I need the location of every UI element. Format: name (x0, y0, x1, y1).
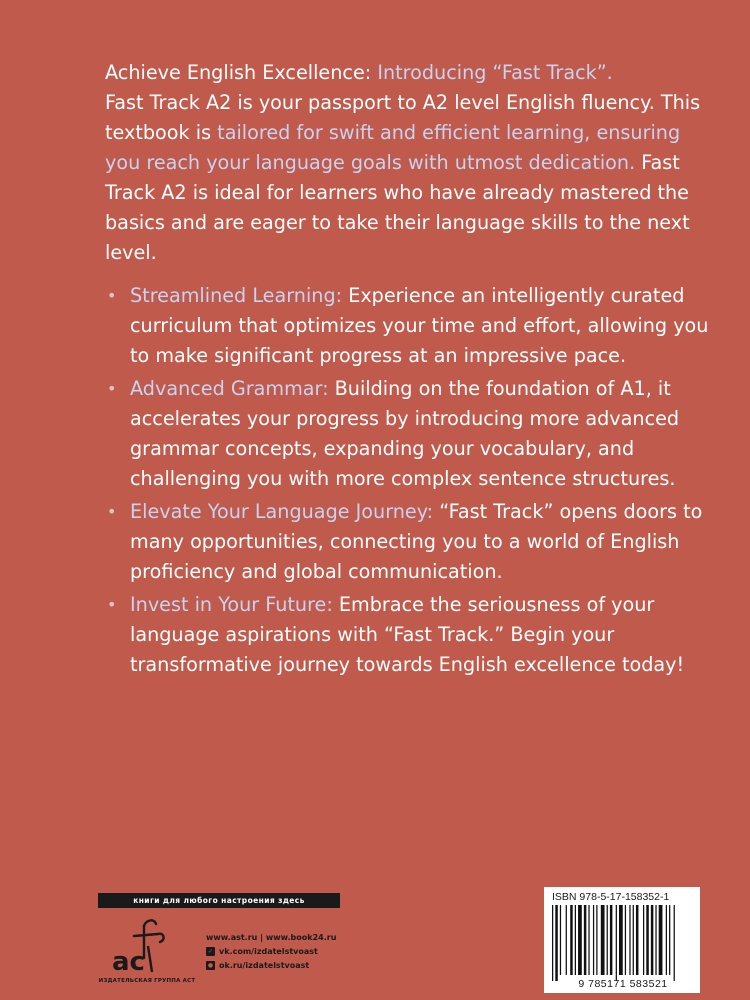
barcode-digits: 9 785171 583521 (578, 978, 668, 990)
ast-logo-icon (100, 912, 200, 988)
barcode-bar (636, 905, 639, 975)
barcode-bar (610, 905, 613, 975)
feature-item (105, 497, 715, 587)
feature-heading: Elevate Your Language Journey: (130, 500, 434, 523)
feature-text: Embrace the seriousness of your language aspirations with “Fast Track.” Begin your transformative journey towards English excellence today! (130, 593, 685, 676)
publisher-links (206, 932, 336, 974)
barcode-bar (575, 905, 576, 975)
bullet-icon: • (107, 502, 117, 521)
publisher-caption: ИЗДАТЕЛЬСКАЯ ГРУППА АСТ (98, 978, 196, 984)
ok-link[interactable] (206, 960, 336, 971)
feature-text: Experience an intelligently curated curriculum that optimizes your time and effort, allowing you to make significant progress at an impressive pace. (130, 284, 709, 367)
barcode-bar (643, 905, 644, 975)
barcode-bar (560, 905, 561, 975)
barcode-bar (607, 905, 608, 975)
feature-text: Building on the foundation of A1, it accelerates your progress by introducing more advanced grammar concepts, expanding your vocabulary, and challenging you with more complex sentence structures. (130, 377, 680, 490)
vk-link-text: vk.com/izdatelstvoast (219, 947, 318, 956)
publisher-tagline: книги для любого настроения здесь (98, 893, 340, 908)
barcode-bar (555, 905, 558, 981)
barcode-bar (616, 905, 617, 981)
barcode-bar (588, 905, 589, 975)
barcode-bar (646, 905, 649, 975)
barcode-bar (674, 905, 675, 981)
intro-paragraph (105, 58, 705, 268)
barcode-bar (593, 905, 594, 975)
vk-icon: ✓ (207, 948, 214, 955)
bullet-icon: • (107, 595, 117, 614)
barcode-bar (566, 905, 567, 975)
feature-list (105, 281, 715, 683)
bullet-icon: • (107, 379, 117, 398)
barcode-bar (578, 905, 582, 975)
ok-link-text: ok.ru/izdatelstvoast (219, 961, 310, 970)
intro-lead: Achieve English Excellence: (105, 61, 378, 84)
barcode-bar (633, 905, 634, 975)
barcode-bar (655, 905, 656, 975)
barcode-bar (584, 905, 587, 975)
ok-icon: ● (207, 962, 214, 969)
barcode-bar (629, 905, 630, 975)
barcode-bar (625, 905, 626, 975)
vk-link[interactable] (206, 946, 336, 957)
barcode-bar (666, 905, 667, 975)
intro-highlight-introducing: Introducing “Fast Track”. (377, 61, 613, 84)
feature-heading: Streamlined Learning: (130, 284, 343, 307)
feature-item (105, 281, 715, 371)
feature-heading: Advanced Grammar: (130, 377, 329, 400)
svg-text:ac: ac (112, 947, 145, 977)
barcode-bar (570, 905, 573, 975)
feature-item (105, 374, 715, 494)
barcode-bar (552, 905, 553, 981)
website-links[interactable]: www.ast.ru | www.book24.ru (206, 933, 337, 942)
isbn-number: ISBN 978-5-17-158352-1 (552, 891, 670, 903)
barcode-bar (601, 905, 605, 975)
barcode-bar (596, 905, 597, 975)
barcode-bar (659, 905, 663, 975)
barcode-bar (619, 905, 623, 975)
bullet-icon: • (107, 286, 117, 305)
feature-text: “Fast Track” opens doors to many opportunities, connecting you to a world of English proficiency and global communication. (130, 500, 703, 583)
intro-passport: Fast Track A2 is your passport to A2 level English fluency. This textbook is (105, 91, 701, 144)
intro-ideal: Fast Track A2 is ideal for learners who have already mastered the basics and are eager to take their language skills to the next level. (105, 151, 690, 264)
feature-item (105, 590, 715, 680)
barcode-bar (651, 905, 654, 975)
intro-highlight-tailored: tailored for swift and efficient learning, ensuring you reach your language goals with utmost dedication. (105, 121, 681, 174)
feature-heading: Invest in Your Future: (130, 593, 333, 616)
barcode-bar (669, 905, 670, 975)
